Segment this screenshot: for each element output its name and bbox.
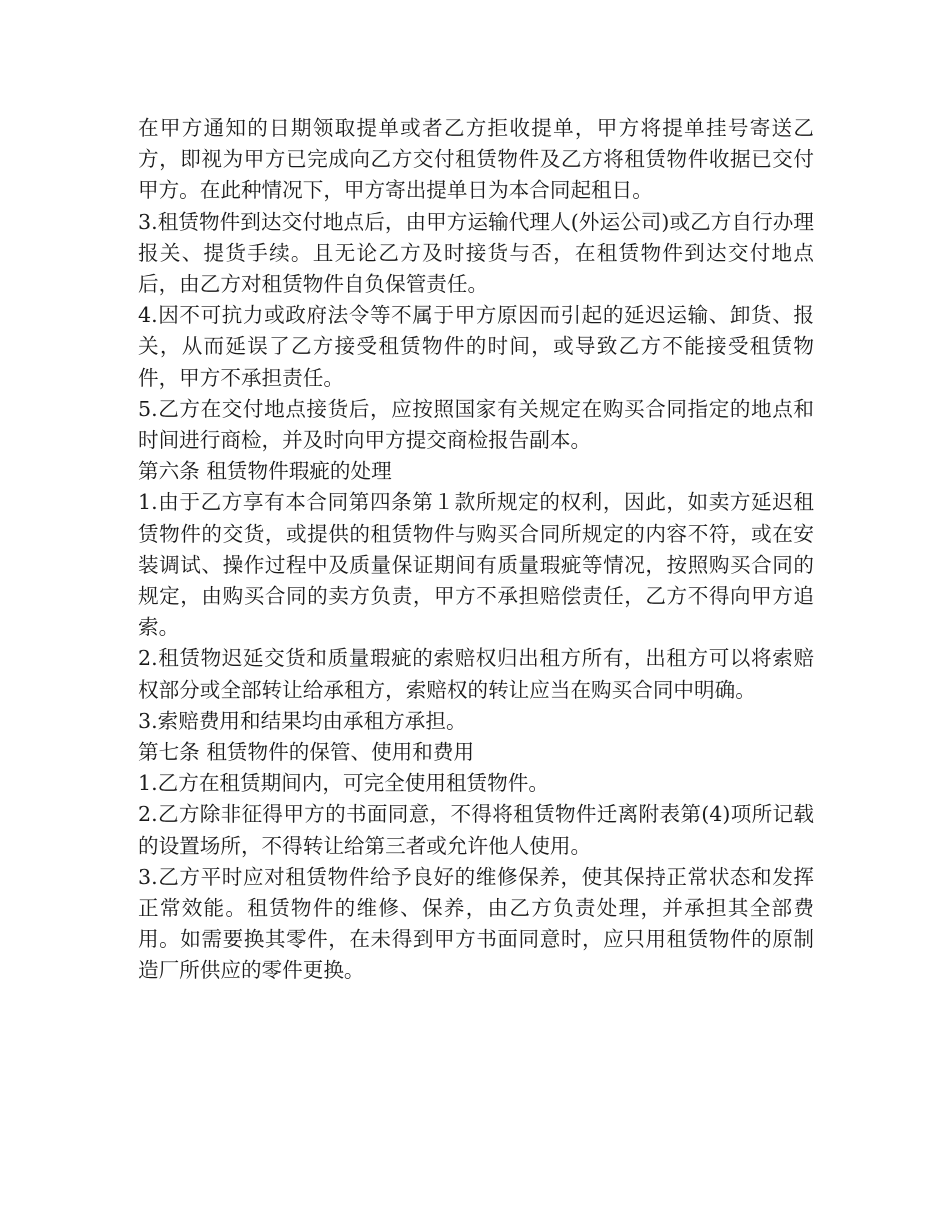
paragraph-delivery-notice: 在甲方通知的日期领取提单或者乙方拒收提单，甲方将提单挂号寄送乙方，即视为甲方已完成向乙方交付租赁物件及乙方将租赁物件收据已交付甲方。在此种情况下，甲方寄出提单日为本合同起租日。 [138,116,814,203]
article-7-heading: 第七条 租赁物件的保管、使用和费用 [138,740,475,765]
clause-7-3: 3.乙方平时应对租赁物件给予良好的维修保养，使其保持正常状态和发挥正常效能。租赁物件的维修、保养，由乙方负责处理，并承担其全部费用。如需要换其零件，在未得到甲方书面同意时，应只用租赁物件的原制造厂所供应的零件更换。 [138,864,814,983]
clause-6-3: 3.索赔费用和结果均由承租方承担。 [138,708,467,733]
clause-6-2: 2.租赁物迟延交货和质量瑕疵的索赔权归出租方所有，出租方可以将索赔权部分或全部转让给承租方，索赔权的转让应当在购买合同中明确。 [138,646,814,702]
article-6-heading: 第六条 租赁物件瑕疵的处理 [138,459,392,484]
document-body [138,113,814,987]
clause-7-2: 2.乙方除非征得甲方的书面同意，不得将租赁物件迁离附表第(4)项所记载的设置场所，不得转让给第三者或允许他人使用。 [138,802,814,858]
clause-7-1: 1.乙方在租赁期间内，可完全使用租赁物件。 [138,771,549,796]
clause-5-5: 5.乙方在交付地点接货后，应按照国家有关规定在购买合同指定的地点和时间进行商检，并及时向甲方提交商检报告副本。 [138,396,814,453]
clause-5-3: 3.租赁物件到达交付地点后，由甲方运输代理人(外运公司)或乙方自行办理报关、提货手续。且无论乙方及时接货与否，在租赁物件到达交付地点后，由乙方对租赁物件自负保管责任。 [138,209,814,297]
clause-5-4: 4.因不可抗力或政府法令等不属于甲方原因而引起的延迟运输、卸货、报关，从而延误了乙方接受租赁物件的时间，或导致乙方不能接受租赁物件，甲方不承担责任。 [138,303,814,390]
clause-6-1: 1.由于乙方享有本合同第四条第１款所规定的权利，因此，如卖方延迟租赁物件的交货，或提供的租赁物件与购买合同所规定的内容不符，或在安装调试、操作过程中及质量保证期间有质量瑕疵等情况，按照购买合同的规定，由购买合同的卖方负责，甲方不承担赔偿责任，乙方不得向甲方追索。 [138,490,814,640]
